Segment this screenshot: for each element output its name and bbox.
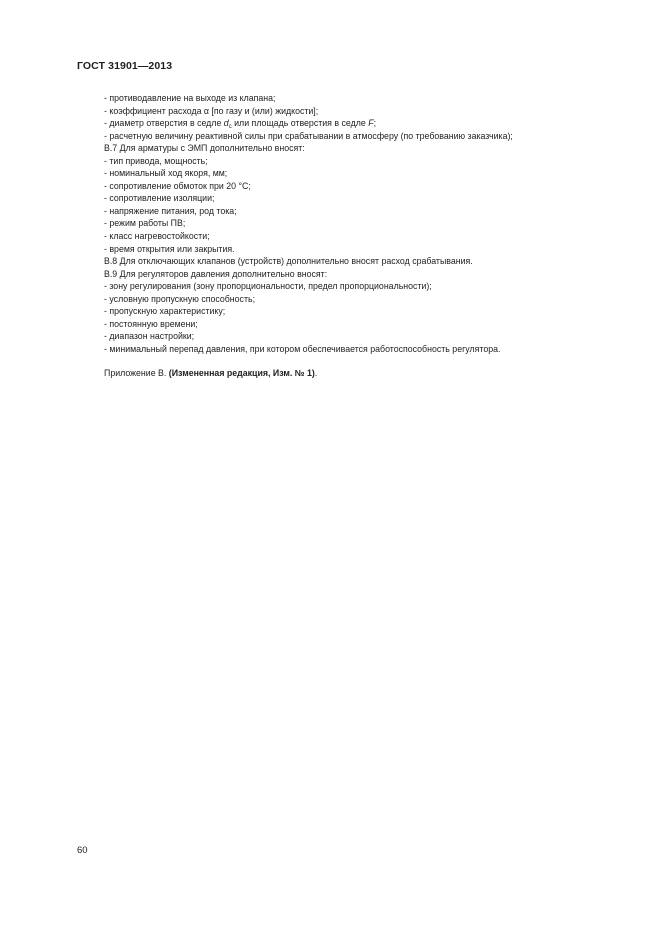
list-item: - пропускную характеристику; [104,306,226,317]
seat-diameter-symbol: d [223,118,229,129]
document-header: ГОСТ 31901—2013 [77,60,173,72]
list-item: - номинальный ход якоря, мм; [104,168,228,179]
list-item: - коэффициент расхода α [по газу и (или) жидкости]; [104,105,319,116]
note-suffix: . [314,368,318,378]
list-item: - сопротивление изоляции; [104,193,215,204]
seat-area-symbol: F [368,118,374,129]
section-heading: В.7 Для арматуры с ЭМП дополнительно вносят: [104,143,305,154]
amendment-note [104,368,317,378]
appendix-text [104,92,604,355]
seat-line-middle: или площадь отверстия в седле [231,118,369,129]
seat-line-text: - диаметр отверстия в седле [104,118,222,129]
list-item: - класс нагревостойкости; [104,231,210,242]
page-number: 60 [77,845,88,856]
list-item: - зону регулирования (зону пропорциональности, предел пропорциональности); [104,281,432,292]
list-item-seat-diameter [104,117,604,130]
section-heading: В.8 Для отключающих клапанов (устройств) дополнительно вносят расход срабатывания. [104,256,473,267]
list-item: - сопротивление обмоток при 20 °С; [104,180,251,191]
list-item: - время открытия или закрытия. [104,243,235,254]
seat-diameter-subscript: с [228,124,232,131]
section-heading: В.9 Для регуляторов давления дополнительно вносят: [104,268,328,279]
list-item: - минимальный перепад давления, при котором обеспечивается работоспособность регулятора. [104,343,501,354]
list-item: - тип привода, мощность; [104,155,208,166]
note-prefix: Приложение В. [104,368,169,378]
note-bold: (Измененная редакция, Изм. № 1) [168,368,315,378]
list-item: - противодавление на выходе из клапана; [104,93,276,103]
list-item: - диапазон настройки; [104,331,195,342]
seat-line-end: ; [373,118,377,129]
list-item: - постоянную времени; [104,318,198,329]
list-item: - напряжение питания, род тока; [104,205,237,216]
list-item: - расчетную величину реактивной силы при срабатывании в атмосферу (по требованию заказчика); [104,130,513,141]
list-item: - условную пропускную способность; [104,293,256,304]
list-item: - режим работы ПВ; [104,218,186,229]
